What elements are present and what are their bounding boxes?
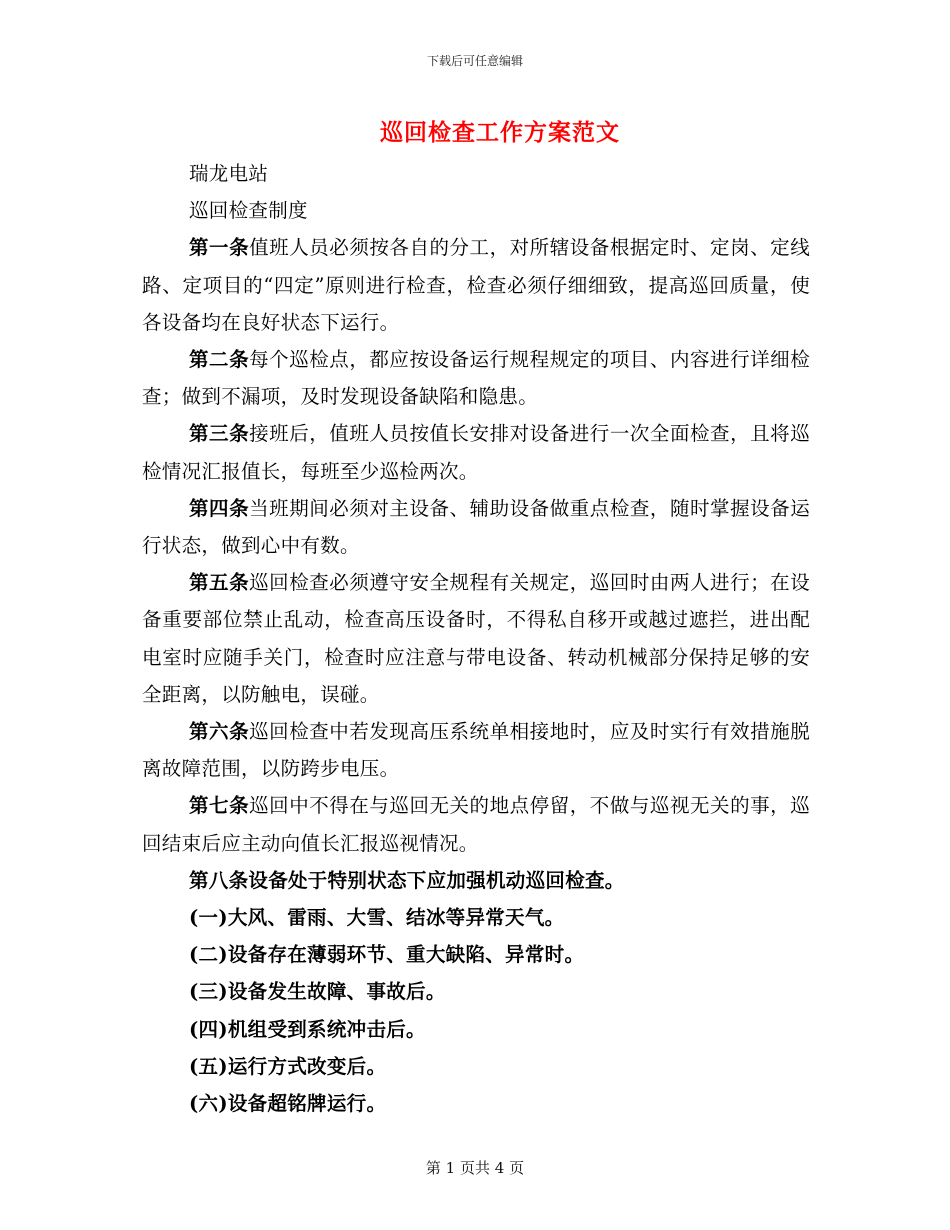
- article-1: [142, 229, 810, 341]
- article-label: 第三条: [189, 422, 250, 446]
- article-3: [142, 415, 810, 489]
- regulation-subtitle: 巡回检查制度: [189, 199, 308, 223]
- article-text: 接班后，值班人员按值长安排对设备进行一次全面检查，且将巡检情况汇报值长，每班至少巡检两次。: [142, 422, 810, 483]
- article-label: 第四条: [189, 496, 250, 520]
- condition-item: (二)设备存在薄弱环节、重大缺陷、异常时。: [189, 943, 585, 967]
- header-note: 下载后可任意编辑: [426, 54, 523, 68]
- article-text: 当班期间必须对主设备、辅助设备做重点检查，随时掌握设备运行状态，做到心中有数。: [142, 496, 810, 558]
- article-text: 巡回检查中若发现高压系统单相接地时，应及时实行有效措施脱离故障范围，以防跨步电压。: [142, 720, 810, 781]
- condition-item: (五)运行方式改变后。: [189, 1054, 387, 1078]
- page-number: 第 1 页共 4 页: [425, 1159, 525, 1177]
- article-text: 巡回中不得在与巡回无关的地点停留，不做与巡视无关的事，巡回结束后应主动向值长汇报巡视情况。: [142, 794, 810, 855]
- article-label: 第一条: [189, 236, 250, 260]
- article-7: [142, 787, 810, 861]
- condition-item: (四)机组受到系统冲击后。: [189, 1017, 426, 1041]
- document-body: [142, 155, 810, 1122]
- condition-item: (六)设备超铭牌运行。: [189, 1092, 387, 1116]
- article-text: 巡回检查必须遵守安全规程有关规定，巡回时由两人进行；在设备重要部位禁止乱动，检查高压设备时，不得私自移开或越过遮拦，进出配电室时应随手关门，检查时应注意与带电设备、转动机械部分保持足够的安全距离，以防触电，误碰。: [142, 571, 810, 706]
- article-label: 第七条: [189, 794, 250, 818]
- article-label: 第二条: [189, 348, 250, 372]
- article-text: 每个巡检点，都应按设备运行规程规定的项目、内容进行详细检查；做到不漏项，及时发现设备缺陷和隐患。: [142, 348, 810, 409]
- article-8: 第八条设备处于特别状态下应加强机动巡回检查。: [189, 868, 625, 892]
- condition-item: (一)大风、雷雨、大雪、结冰等异常天气。: [189, 906, 565, 930]
- article-2: [142, 341, 810, 415]
- article-label: 第六条: [189, 720, 250, 744]
- article-6: [142, 713, 810, 787]
- article-5: [142, 564, 810, 713]
- article-text: 值班人员必须按各自的分工，对所辖设备根据定时、定岗、定线路、定项目的“四定”原则进行检查，检查必须仔细细致，提高巡回质量，使各设备均在良好状态下运行。: [142, 236, 810, 334]
- condition-item: (三)设备发生故障、事故后。: [189, 980, 446, 1004]
- document-title: 巡回检查工作方案范文: [380, 119, 620, 146]
- article-label: 第五条: [189, 571, 250, 595]
- article-4: [142, 490, 810, 564]
- station-name: 瑞龙电站: [189, 162, 269, 185]
